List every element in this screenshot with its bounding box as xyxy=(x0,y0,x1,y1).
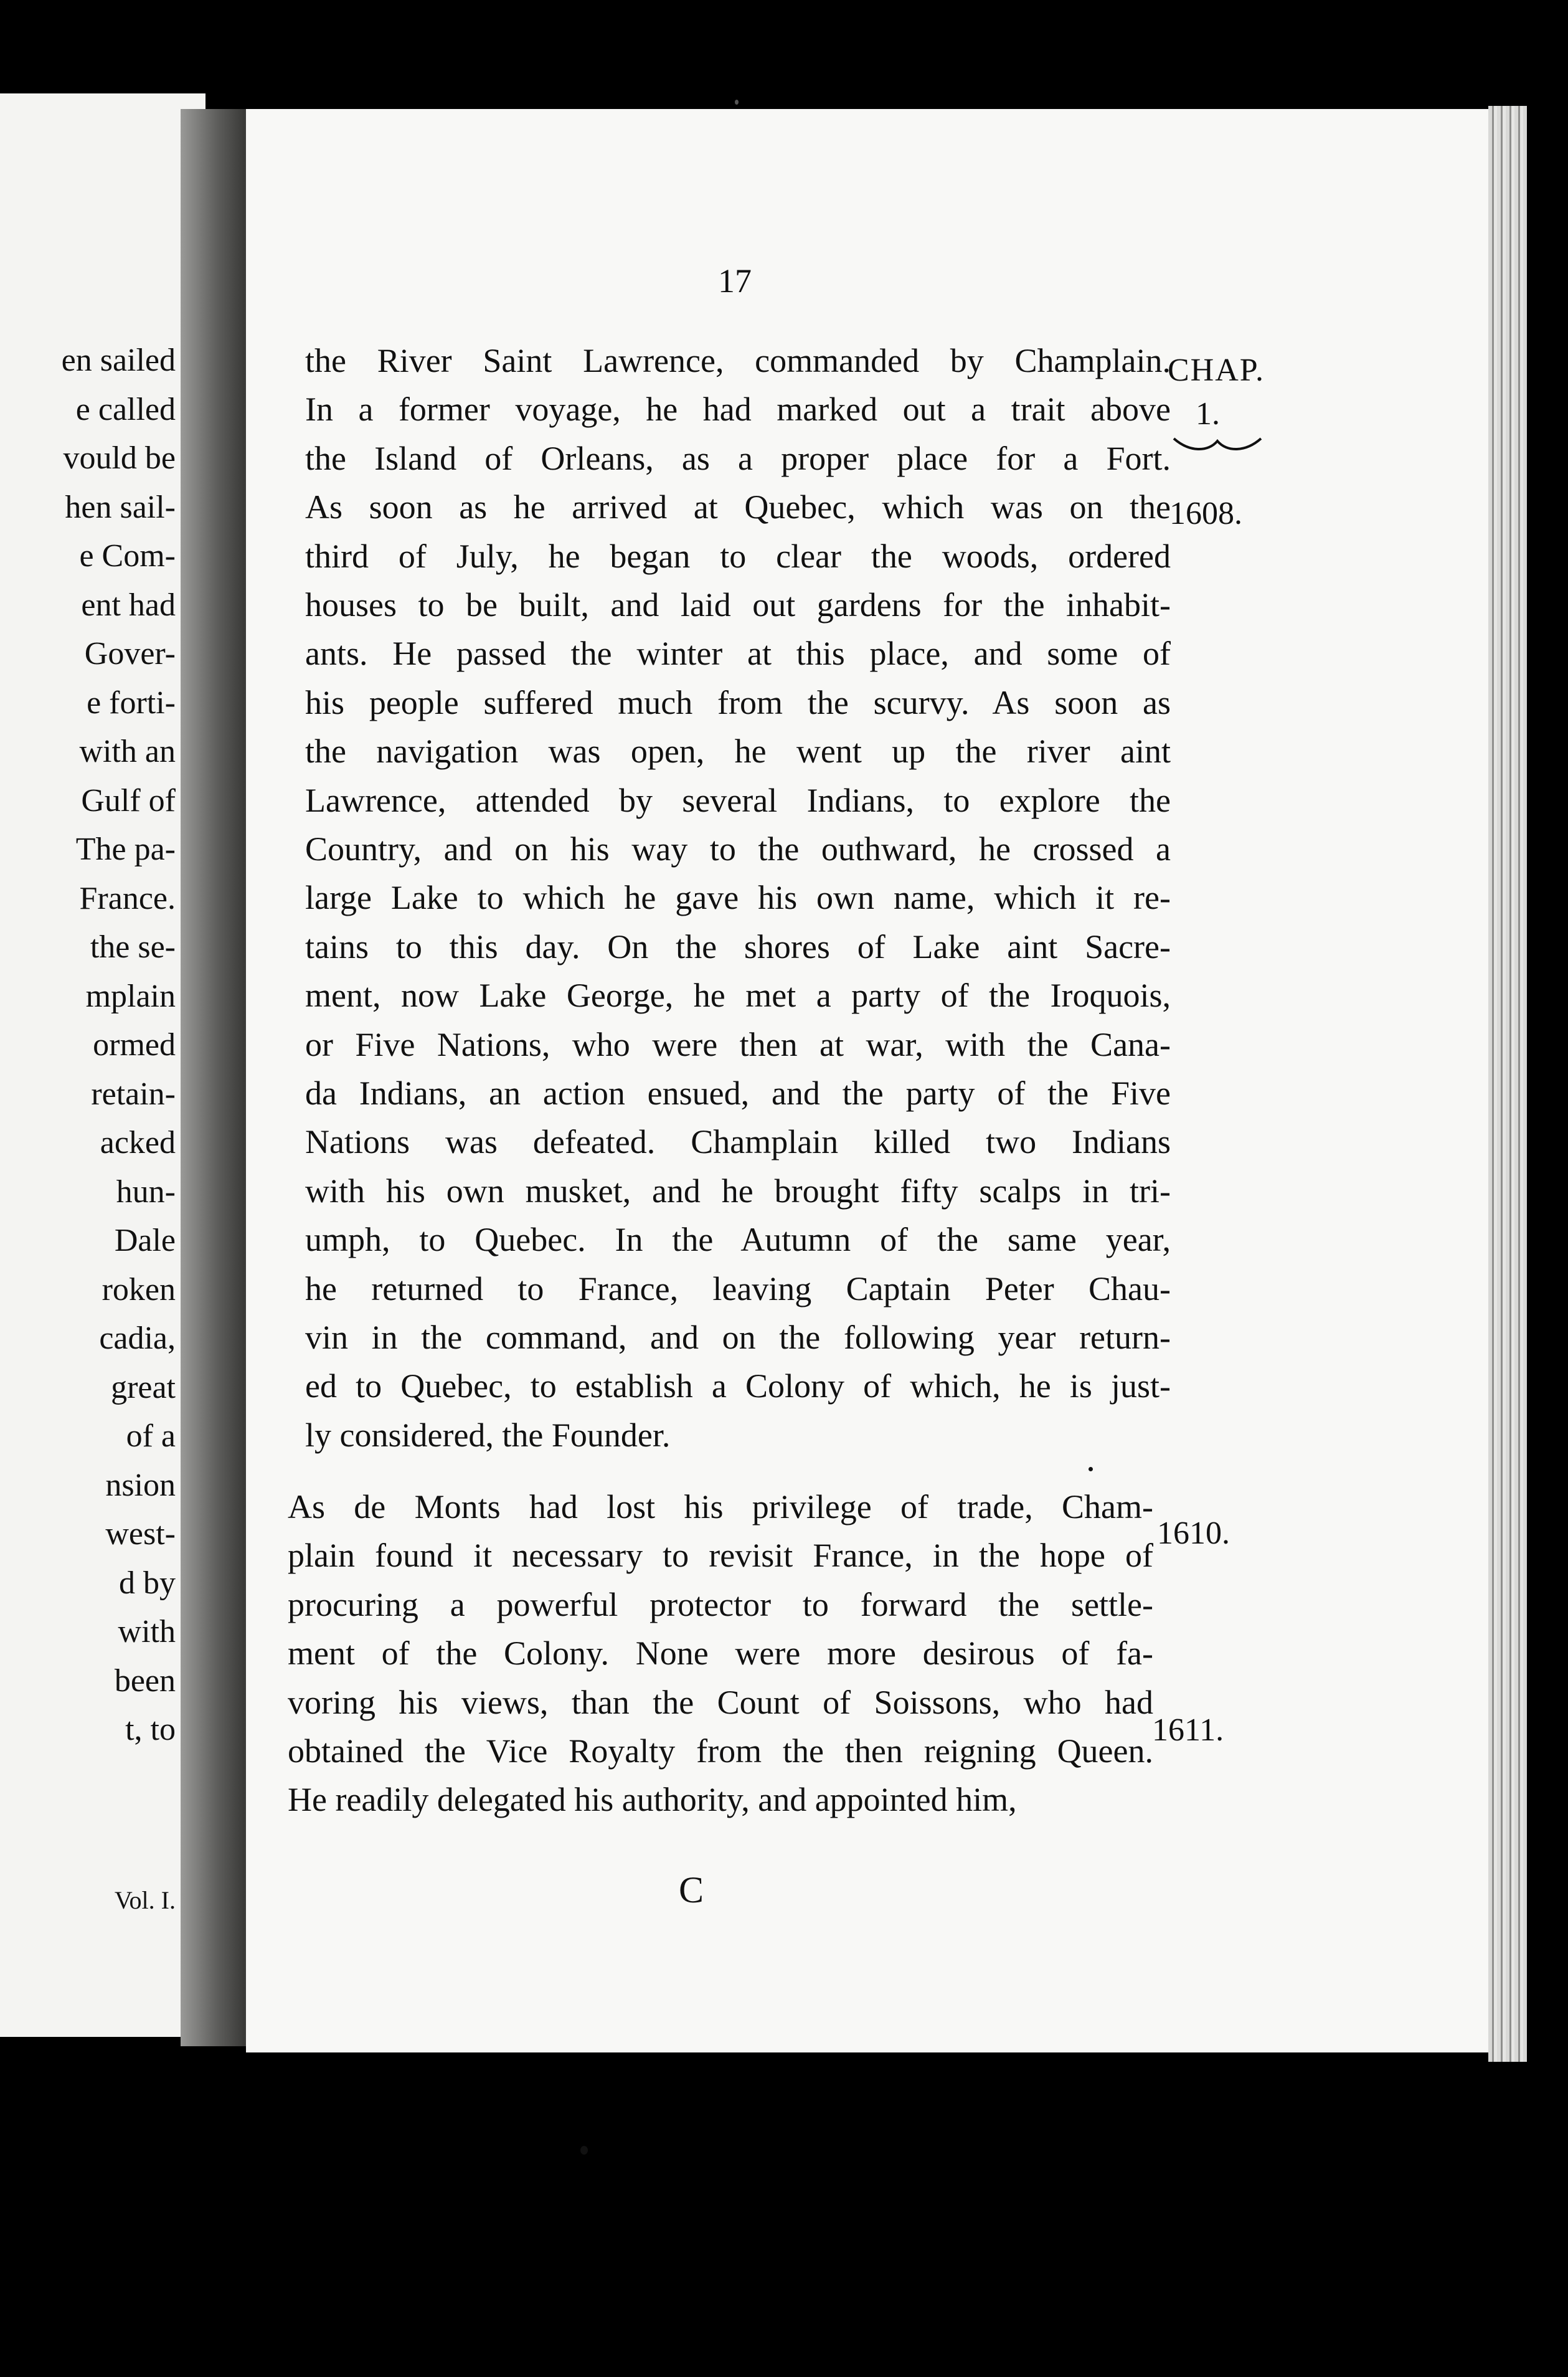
text-line: with his own musket, and he brought fifty scalps in tri- xyxy=(305,1172,1171,1210)
text-line: umph, to Quebec. In the Autumn of the same year, xyxy=(305,1221,1171,1259)
left-page-line: d by xyxy=(119,1565,176,1601)
left-page-line: Dale xyxy=(114,1223,176,1258)
text-line: ment of the Colony. None were more desirous of fa- xyxy=(288,1634,1153,1672)
left-page-line: west- xyxy=(105,1516,176,1552)
left-page-line: roken xyxy=(102,1271,176,1307)
left-page-line: t, to xyxy=(125,1712,176,1747)
left-page-line: en sailed xyxy=(61,343,176,378)
text-line: the navigation was open, he went up the river aint xyxy=(305,733,1171,771)
left-page-line: retain- xyxy=(91,1076,176,1112)
left-page-line: with an xyxy=(79,734,176,769)
text-line: plain found it necessary to revisit France, in the hope of xyxy=(288,1537,1153,1575)
text-line: He readily delegated his authority, and appointed him, xyxy=(288,1781,1017,1819)
left-page-line: been xyxy=(114,1663,176,1699)
left-page-line: e called xyxy=(75,391,176,427)
ink-speck xyxy=(580,2146,588,2155)
text-line: he returned to France, leaving Captain Peter Chau- xyxy=(305,1269,1171,1307)
text-line: da Indians, an action ensued, and the party of the Five xyxy=(305,1075,1171,1112)
margin-chapter-label: CHAP. xyxy=(1168,353,1265,388)
left-page-line: ent had xyxy=(81,587,176,623)
margin-year-1610: 1610. xyxy=(1157,1516,1230,1551)
left-page-line: France. xyxy=(79,880,176,916)
text-line: vin in the command, and on the following year return- xyxy=(305,1319,1171,1356)
text-line: Nations was defeated. Champlain killed two Indians xyxy=(305,1123,1171,1161)
text-line: ed to Quebec, to establish a Colony of which, he is just- xyxy=(305,1367,1171,1405)
margin-year-1608: 1608. xyxy=(1169,496,1242,531)
text-line: large Lake to which he gave his own name, which it re- xyxy=(305,879,1171,917)
text-line: procuring a powerful protector to forward the settle- xyxy=(288,1585,1153,1623)
left-page-line: hun- xyxy=(116,1174,176,1210)
signature-mark: C xyxy=(678,1869,704,1910)
left-page-line: hen sail- xyxy=(65,489,176,525)
text-line: or Five Nations, who were then at war, with the Cana- xyxy=(305,1025,1171,1063)
left-page-line: with xyxy=(118,1614,176,1649)
left-page-line: Gover- xyxy=(84,636,176,671)
left-page-line: Gulf of xyxy=(81,782,176,818)
text-line: voring his views, than the Count of Soissons, who had xyxy=(288,1683,1153,1721)
brace-flourish-icon xyxy=(1171,431,1264,456)
left-page-line: ormed xyxy=(93,1027,176,1063)
text-line: tains to this day. On the shores of Lake aint Sacre- xyxy=(305,928,1171,966)
left-page-line: The pa- xyxy=(75,832,176,867)
left-page-line: e Com- xyxy=(79,538,176,574)
page-edges xyxy=(1488,106,1527,2062)
left-page-line: great xyxy=(111,1369,176,1405)
margin-chapter-number: 1. xyxy=(1196,396,1220,432)
text-line: In a former voyage, he had marked out a trait above xyxy=(305,391,1171,429)
ink-speck xyxy=(735,100,739,105)
left-page-line: cadia, xyxy=(99,1321,176,1356)
text-line: his people suffered much from the scurvy. As soon as xyxy=(305,683,1171,721)
text-line: third of July, he began to clear the woods, ordered xyxy=(305,537,1171,575)
left-page-line: acked xyxy=(100,1125,176,1160)
left-page-line: nsion xyxy=(105,1467,176,1503)
left-page-line: vould be xyxy=(63,440,176,476)
left-page-line: the se- xyxy=(90,929,176,965)
text-line: the River Saint Lawrence, commanded by Champlain. xyxy=(305,342,1171,379)
text-line: ly considered, the Founder. xyxy=(305,1416,671,1454)
ink-speck xyxy=(1089,1467,1093,1471)
page-number: 17 xyxy=(718,262,752,300)
text-line: the Island of Orleans, as a proper place for a Fort. xyxy=(305,439,1171,477)
left-page-line: mplain xyxy=(85,978,176,1014)
text-line: Country, and on his way to the outhward, he crossed a xyxy=(305,830,1171,868)
text-line: houses to be built, and laid out gardens for the inhabit- xyxy=(305,586,1171,624)
margin-year-1611: 1611. xyxy=(1152,1712,1224,1748)
left-page-line: of a xyxy=(126,1418,176,1454)
left-page-line: e forti- xyxy=(87,685,176,721)
left-page xyxy=(0,93,205,2037)
text-line: As de Monts had lost his privilege of trade, Cham- xyxy=(288,1488,1153,1525)
text-line: ants. He passed the winter at this place, and some of xyxy=(305,635,1171,673)
text-line: ment, now Lake George, he met a party of the Iroquois, xyxy=(305,977,1171,1015)
text-line: Lawrence, attended by several Indians, to explore the xyxy=(305,781,1171,819)
text-line: As soon as he arrived at Quebec, which was on the xyxy=(305,488,1171,526)
left-page-footer: Vol. I. xyxy=(114,1886,176,1914)
text-line: obtained the Vice Royalty from the then reigning Queen. xyxy=(288,1732,1153,1770)
